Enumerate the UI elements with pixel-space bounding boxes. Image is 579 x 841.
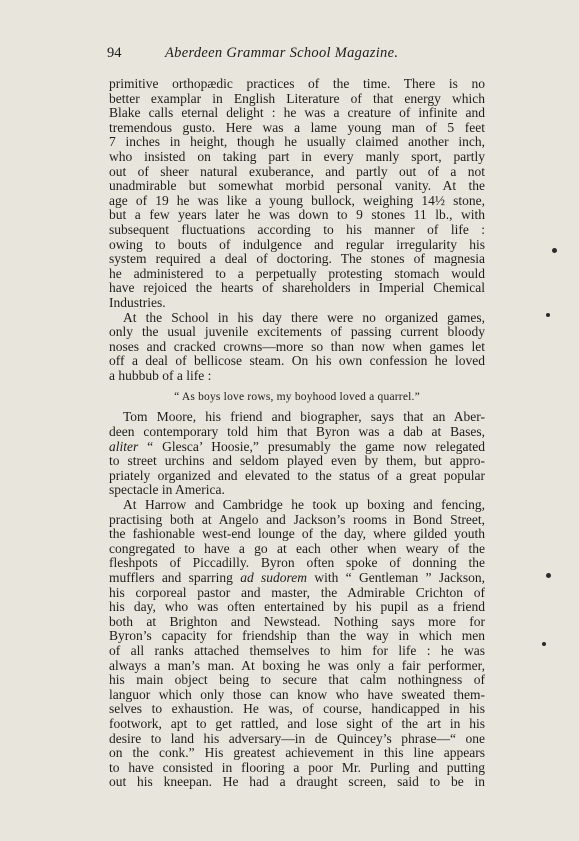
text-line: Industries. <box>109 294 166 310</box>
text-line: of all ranks attached themselves to him for life : he was <box>109 642 485 658</box>
text-line: languor which only those can know who have sweated them- <box>109 686 485 702</box>
text-line: 7 inches in height, though he usually claimed another inch, <box>109 134 485 150</box>
text-line: on the conk.” His greatest achievement in this line appears <box>109 745 485 761</box>
text-line: to have consisted in flooring a poor Mr. Purling and putting <box>109 759 485 775</box>
margin-speck <box>546 573 551 578</box>
text-line: out of sheer natural exuberance, and partly out of a not <box>109 163 485 179</box>
text-line: both at Brighton and Newstead. Nothing says more for <box>109 613 485 629</box>
italic-word: aliter <box>109 438 139 454</box>
text-line: primitive orthopædic practices of the time. There is no <box>109 76 485 91</box>
text-line: only the usual juvenile excitements of passing current bloody <box>109 324 485 340</box>
text-line: Blake calls eternal delight : he was a creature of infinite and <box>109 105 485 121</box>
text-line: practising both at Angelo and Jackson’s rooms in Bond Street, <box>109 511 485 527</box>
text-line: better examplar in English Literature of that energy which <box>109 90 485 106</box>
byron-quotation: “ As boys love rows, my boyhood loved a quarrel.” <box>174 391 420 404</box>
margin-speck <box>542 642 546 646</box>
text-line: desire to land his adversary—in de Quincey’s phrase—“ one <box>109 730 485 746</box>
text-line: always a man’s man. At boxing he was only a fair performer, <box>109 657 485 673</box>
paragraph-1 <box>109 77 485 311</box>
text-line: tremendous gusto. Here was a lame young man of 5 feet <box>109 119 485 135</box>
text-line: congregated to have a go at each other when weary of the <box>109 540 485 556</box>
text-line: deen contemporary told him that Byron was a dab at Bases, <box>109 424 485 440</box>
text-line: footwork, apt to get rattled, and lose sight of the art in his <box>109 715 485 731</box>
text-line: At Harrow and Cambridge he took up boxing and fencing, <box>123 497 485 513</box>
text-line: out his kneepan. He had a draught screen, said to be in <box>109 774 485 790</box>
text-line: his main object being to secure that calm nothingness of <box>109 672 485 688</box>
text-line: a hubbub of a life : <box>109 367 212 383</box>
margin-speck <box>546 313 550 317</box>
text-line: priately organized and elevated to the status of a great popular <box>109 467 485 483</box>
text-line: the fashionable west-end lounge of the day, where gilded youth <box>109 526 485 542</box>
page-header <box>107 44 487 62</box>
text-line: noses and cracked crowns—more so than now when games let <box>109 338 485 354</box>
text-line: age of 19 he was like a young bullock, weighing 14½ stone, <box>109 192 485 208</box>
text-line: Tom Moore, his friend and biographer, says that an Aber- <box>123 409 485 425</box>
text-line <box>109 440 485 455</box>
text-line: spectacle in America. <box>109 482 225 498</box>
running-title: Aberdeen Grammar School Magazine. <box>165 45 399 61</box>
text-line: have rejoiced the hearts of shareholders in Imperial Chemical <box>109 280 485 296</box>
paragraph-2 <box>109 311 485 384</box>
text-line: owing to bouts of indulgence and regular irregularity his <box>109 236 485 252</box>
text-line: his corporeal pastor and master, the Admirable Crichton of <box>109 584 485 600</box>
text-line: unadmirable but somewhat morbid personal vanity. At the <box>109 178 485 194</box>
text-line: who insisted on taking part in every manly sport, partly <box>109 148 485 164</box>
text-line: selves to exhaustion. He was, of course, handicapped in his <box>109 701 485 717</box>
text-span: mufflers and sparring <box>109 570 241 585</box>
text-line: At the School in his day there were no organized games, <box>123 309 485 325</box>
text-line: Byron’s capacity for friendship than the way in which men <box>109 628 485 644</box>
text-line: his day, who was often entertained by his pupil as a friend <box>109 599 485 615</box>
text-line <box>109 571 485 586</box>
text-line: to street urchins and seldom played even by them, but appro- <box>109 453 485 469</box>
text-line: fleshpots of Piccadilly. Byron often spoke of donning the <box>109 555 485 571</box>
text-line: but a few years later he was down to 9 stones 11 lb., with <box>109 207 485 223</box>
article-body <box>109 77 485 790</box>
paragraph-4 <box>109 498 485 790</box>
paragraph-3 <box>109 410 485 498</box>
text-span: “ Glesca’ Hoosie,” presumably the game now relegated <box>138 438 485 454</box>
page-number: 94 <box>107 45 122 61</box>
text-span: with “ Gentleman ” Jackson, <box>307 570 485 585</box>
margin-speck <box>552 248 557 253</box>
text-line: off a deal of bellicose steam. On his own confession he loved <box>109 353 485 369</box>
text-line: system required a deal of doctoring. The stones of magnesia <box>109 251 485 267</box>
italic-phrase: ad sudorem <box>240 570 308 585</box>
text-line: he administered to a perpetually protesting stomach would <box>109 265 485 281</box>
text-line: subsequent fluctuations according to his manner of life : <box>109 221 485 237</box>
